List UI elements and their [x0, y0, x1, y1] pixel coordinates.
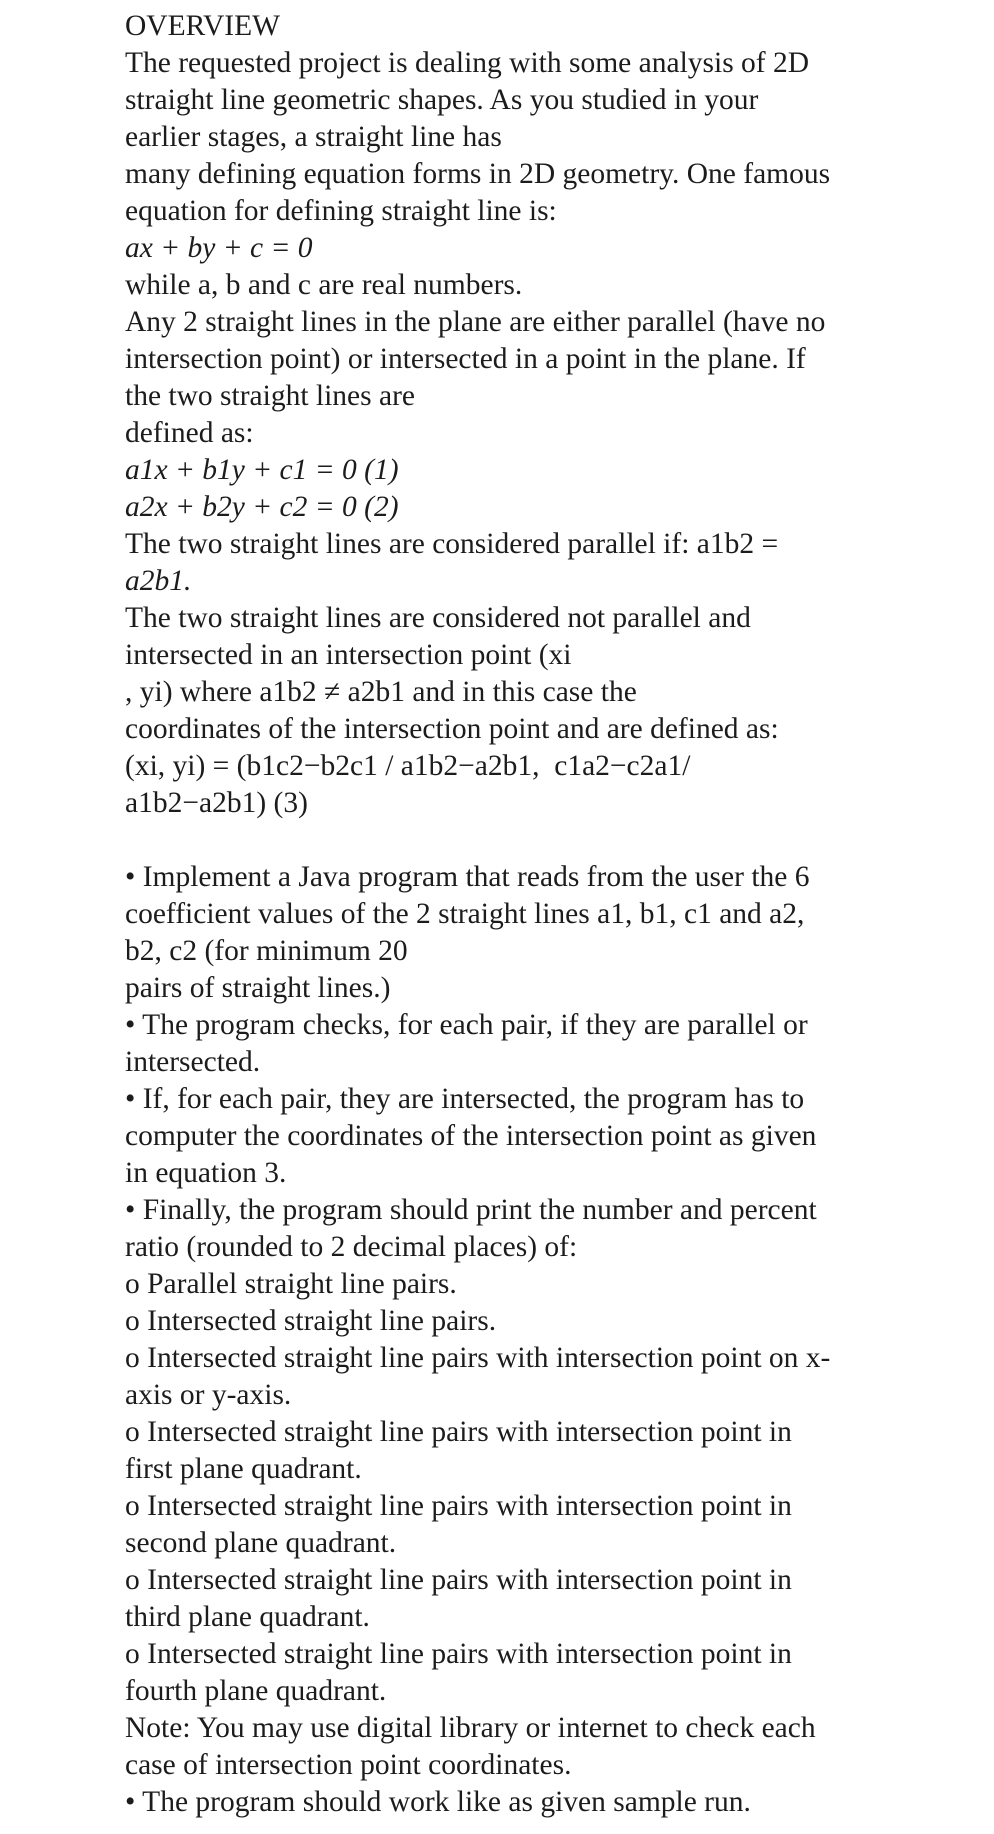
text-line: a2b1. — [125, 565, 192, 597]
bullet-item: • Finally, the program should print the number and percent — [125, 1194, 817, 1226]
sub-item: o Intersected straight line pairs with intersection point in — [125, 1416, 792, 1448]
text-line: equation for defining straight line is: — [125, 195, 557, 227]
text-line: intersection point) or intersected in a point in the plane. If — [125, 343, 806, 375]
sub-item: o Parallel straight line pairs. — [125, 1268, 457, 1300]
sub-item: o Intersected straight line pairs with intersection point in — [125, 1564, 792, 1596]
text-line: fourth plane quadrant. — [125, 1675, 387, 1707]
text-line: ratio (rounded to 2 decimal places) of: — [125, 1231, 578, 1263]
bullet-item: • The program checks, for each pair, if they are parallel or — [125, 1009, 808, 1041]
text-line: , yi) where a1b2 ≠ a2b1 and in this case the — [125, 676, 637, 708]
bullet-item: • Implement a Java program that reads from the user the 6 — [125, 861, 810, 893]
text-line: coefficient values of the 2 straight lines a1, b1, c1 and a2, — [125, 898, 805, 930]
sub-item: o Intersected straight line pairs. — [125, 1305, 497, 1337]
text-line: The two straight lines are considered parallel if: a1b2 = — [125, 528, 779, 560]
section-heading: OVERVIEW — [125, 10, 280, 42]
bullet-item: • The program should work like as given sample run. — [125, 1786, 751, 1818]
text-line: axis or y-axis. — [125, 1379, 292, 1411]
text-line: second plane quadrant. — [125, 1527, 397, 1559]
text-line: straight line geometric shapes. As you studied in your — [125, 84, 759, 116]
text-line: defined as: — [125, 417, 254, 449]
text-line: many defining equation forms in 2D geometry. One famous — [125, 158, 831, 190]
text-line: intersected. — [125, 1046, 261, 1078]
equation-general: ax + by + c = 0 — [125, 232, 313, 264]
text-line: case of intersection point coordinates. — [125, 1749, 572, 1781]
text-line: The two straight lines are considered not parallel and — [125, 602, 751, 634]
text-line: computer the coordinates of the intersection point as given — [125, 1120, 817, 1152]
sub-item: o Intersected straight line pairs with intersection point on x- — [125, 1342, 831, 1374]
text-line: earlier stages, a straight line has — [125, 121, 502, 153]
equation-intersection: (xi, yi) = (b1c2−b2c1 / a1b2−a2b1, c1a2−c2a1/ — [125, 750, 691, 782]
equation-intersection-cont: a1b2−a2b1) (3) — [125, 787, 308, 819]
text-line: first plane quadrant. — [125, 1453, 362, 1485]
text-line: Any 2 straight lines in the plane are either parallel (have no — [125, 306, 826, 338]
sub-item: o Intersected straight line pairs with intersection point in — [125, 1638, 792, 1670]
text-line: The requested project is dealing with some analysis of 2D — [125, 47, 810, 79]
bullet-item: • If, for each pair, they are intersected, the program has to — [125, 1083, 805, 1115]
note-line: Note: You may use digital library or internet to check each — [125, 1712, 816, 1744]
text-line: coordinates of the intersection point and are defined as: — [125, 713, 779, 745]
text-line: pairs of straight lines.) — [125, 972, 391, 1004]
equation-line-2: a2x + b2y + c2 = 0 (2) — [125, 491, 399, 523]
equation-line-1: a1x + b1y + c1 = 0 (1) — [125, 454, 399, 486]
text-line: intersected in an intersection point (xi — [125, 639, 572, 671]
text-line: while a, b and c are real numbers. — [125, 269, 523, 301]
text-line: the two straight lines are — [125, 380, 416, 412]
text-line: b2, c2 (for minimum 20 — [125, 935, 408, 967]
text-line: third plane quadrant. — [125, 1601, 370, 1633]
text-line: in equation 3. — [125, 1157, 287, 1189]
sub-item: o Intersected straight line pairs with intersection point in — [125, 1490, 792, 1522]
